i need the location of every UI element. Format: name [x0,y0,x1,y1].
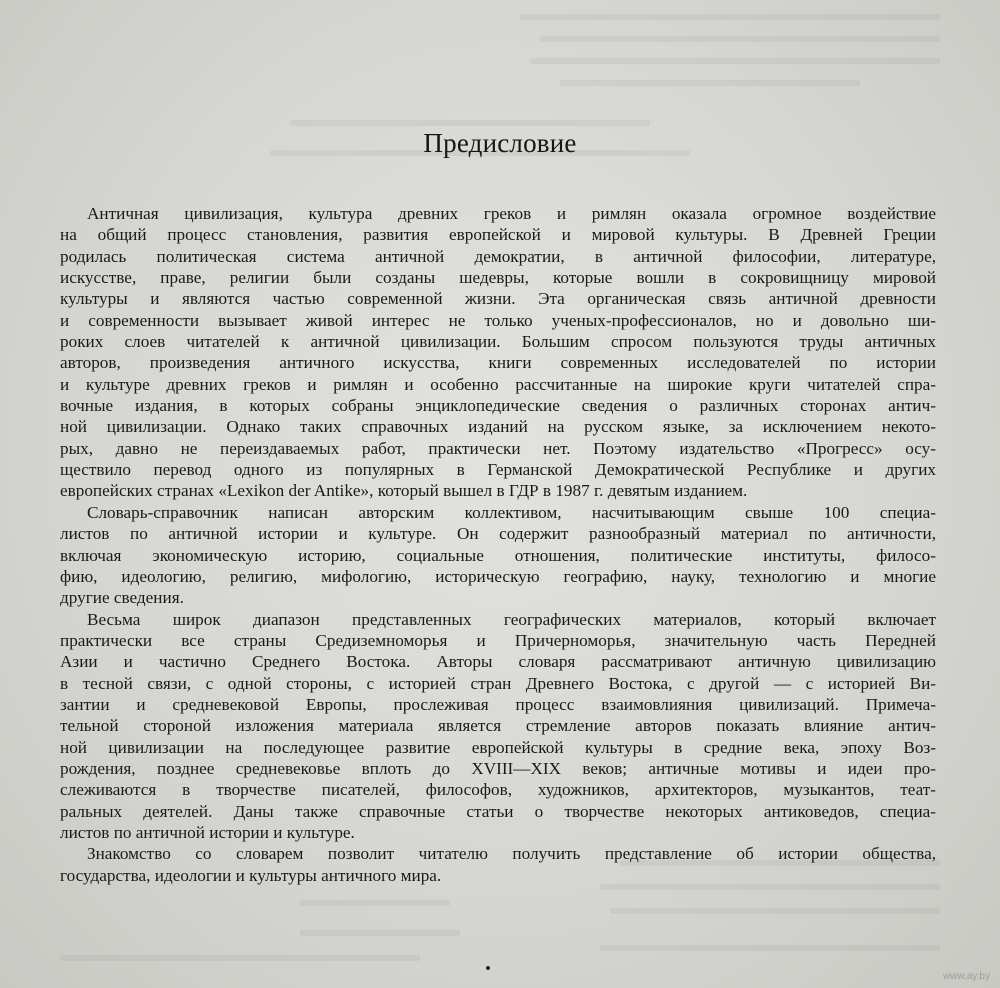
paragraph-3-line: листов по античной истории и культуре. [60,822,355,842]
bleed-through-line [560,80,860,86]
paragraph-1-line: рых, давно не переиздаваемых работ, практически нет. Поэтому издательство «Прогресс» осу- [60,438,936,458]
paragraph-3-line: рождения, позднее средневековье вплоть до XVIII—XIX веков; античные мотивы и идеи про- [60,758,936,778]
preface-body [60,203,936,886]
paragraph-1-line: родилась политическая система античной демократии, в античной философии, литературе, [60,246,936,266]
bleed-through-line [300,930,460,936]
bleed-through-line [60,955,420,961]
paragraph-3-line: тельной стороной изложения материала является стремление авторов показать влияние антич- [60,716,936,736]
paragraph-3-line: зантии и средневековой Европы, прослеживая процесс взаимовлияния цивилизаций. Примеча- [60,694,936,714]
bleed-through-line [290,120,650,126]
paragraph-2-line: Словарь-справочник написан авторским коллективом, насчитывающим свыше 100 специа- [87,502,936,522]
paragraph-1-line: роких слоев читателей к античной цивилизации. Большим спросом пользуются труды античных [60,332,936,352]
paragraph-2-line: фию, идеологию, религию, мифологию, историческую географию, науку, технологию и многие [60,566,936,586]
paragraph-1-line: вочные издания, в которых собраны энциклопедические сведения о различных сторонах антич- [60,396,936,416]
page-dot [486,966,490,970]
paragraph-2-line: листов по античной истории и культуре. Он содержит разнообразный материал по античности, [60,524,936,544]
bleed-through-line [600,945,940,951]
paragraph-3-line: ральных деятелей. Даны также справочные статьи о творчестве некоторых антиковедов, специа- [60,801,936,821]
paragraph-3-line: Весьма широк диапазон представленных географических материалов, который включает [87,609,936,629]
paragraph-3-line: ной цивилизации на последующее развитие европейской культуры в средние века, эпоху Воз- [60,737,936,757]
paragraph-1-line: искусстве, праве, религии были созданы шедевры, которые вошли в сокровищницу мировой [60,268,936,288]
paragraph-1-line: авторов, произведения античного искусства, книги современных исследователей по истории [60,353,936,373]
paragraph-4-line: Знакомство со словарем позволит читателю получить представление об истории общества, [87,844,936,864]
paragraph-1-line: ществило перевод одного из популярных в Германской Демократической Республике и других [60,460,936,480]
page-title: Предисловие [423,128,577,158]
paragraph-4-line: государства, идеологии и культуры античного мира. [60,865,442,885]
bleed-through-line [520,14,940,20]
paragraph-2-line: включая экономическую историю, социальные отношения, политические институты, филосо- [60,545,936,565]
paragraph-1-line: и культуре древних греков и римлян и особенно рассчитанные на широкие круги читателей спра- [60,374,936,394]
paragraph-2-line: другие сведения. [60,588,184,608]
bleed-through-line [540,36,940,42]
paragraph-1-line: и современности вызывает живой интерес не только ученых-профессионалов, но и довольно ши- [60,310,936,330]
paragraph-1-line: культуры и являются частью современной жизни. Эта органическая связь античной древности [60,289,936,309]
paragraph-1-line: на общий процесс становления, развития европейской и мировой культуры. В Древней Греции [60,225,936,245]
paragraph-3-line: Азии и частично Среднего Востока. Авторы словаря рассматривают античную цивилизацию [60,652,936,672]
paragraph-3-line: практически все страны Средиземноморья и Причерноморья, значительную часть Передней [60,630,936,650]
bleed-through-line [610,908,940,914]
paragraph-1-line: европейских странах «Lexikon der Antike», который вышел в ГДР в 1987 г. девятым изданием. [60,481,748,501]
watermark-text: www.ay.by [942,971,990,982]
paragraph-1-line: Античная цивилизация, культура древних греков и римлян оказала огромное воздействие [87,204,936,223]
paragraph-3-line: слеживаются в творчестве писателей, философов, художников, архитекторов, музыкантов, теат- [60,780,936,800]
paragraph-3-line: в тесной связи, с одной стороны, с историей стран Древнего Востока, с другой — с историей Ви- [60,673,936,693]
bleed-through-line [300,900,450,906]
paragraph-1-line: ной цивилизации. Однако таких справочных изданий на русском языке, за исключением некото- [60,417,936,437]
bleed-through-line [530,58,940,64]
